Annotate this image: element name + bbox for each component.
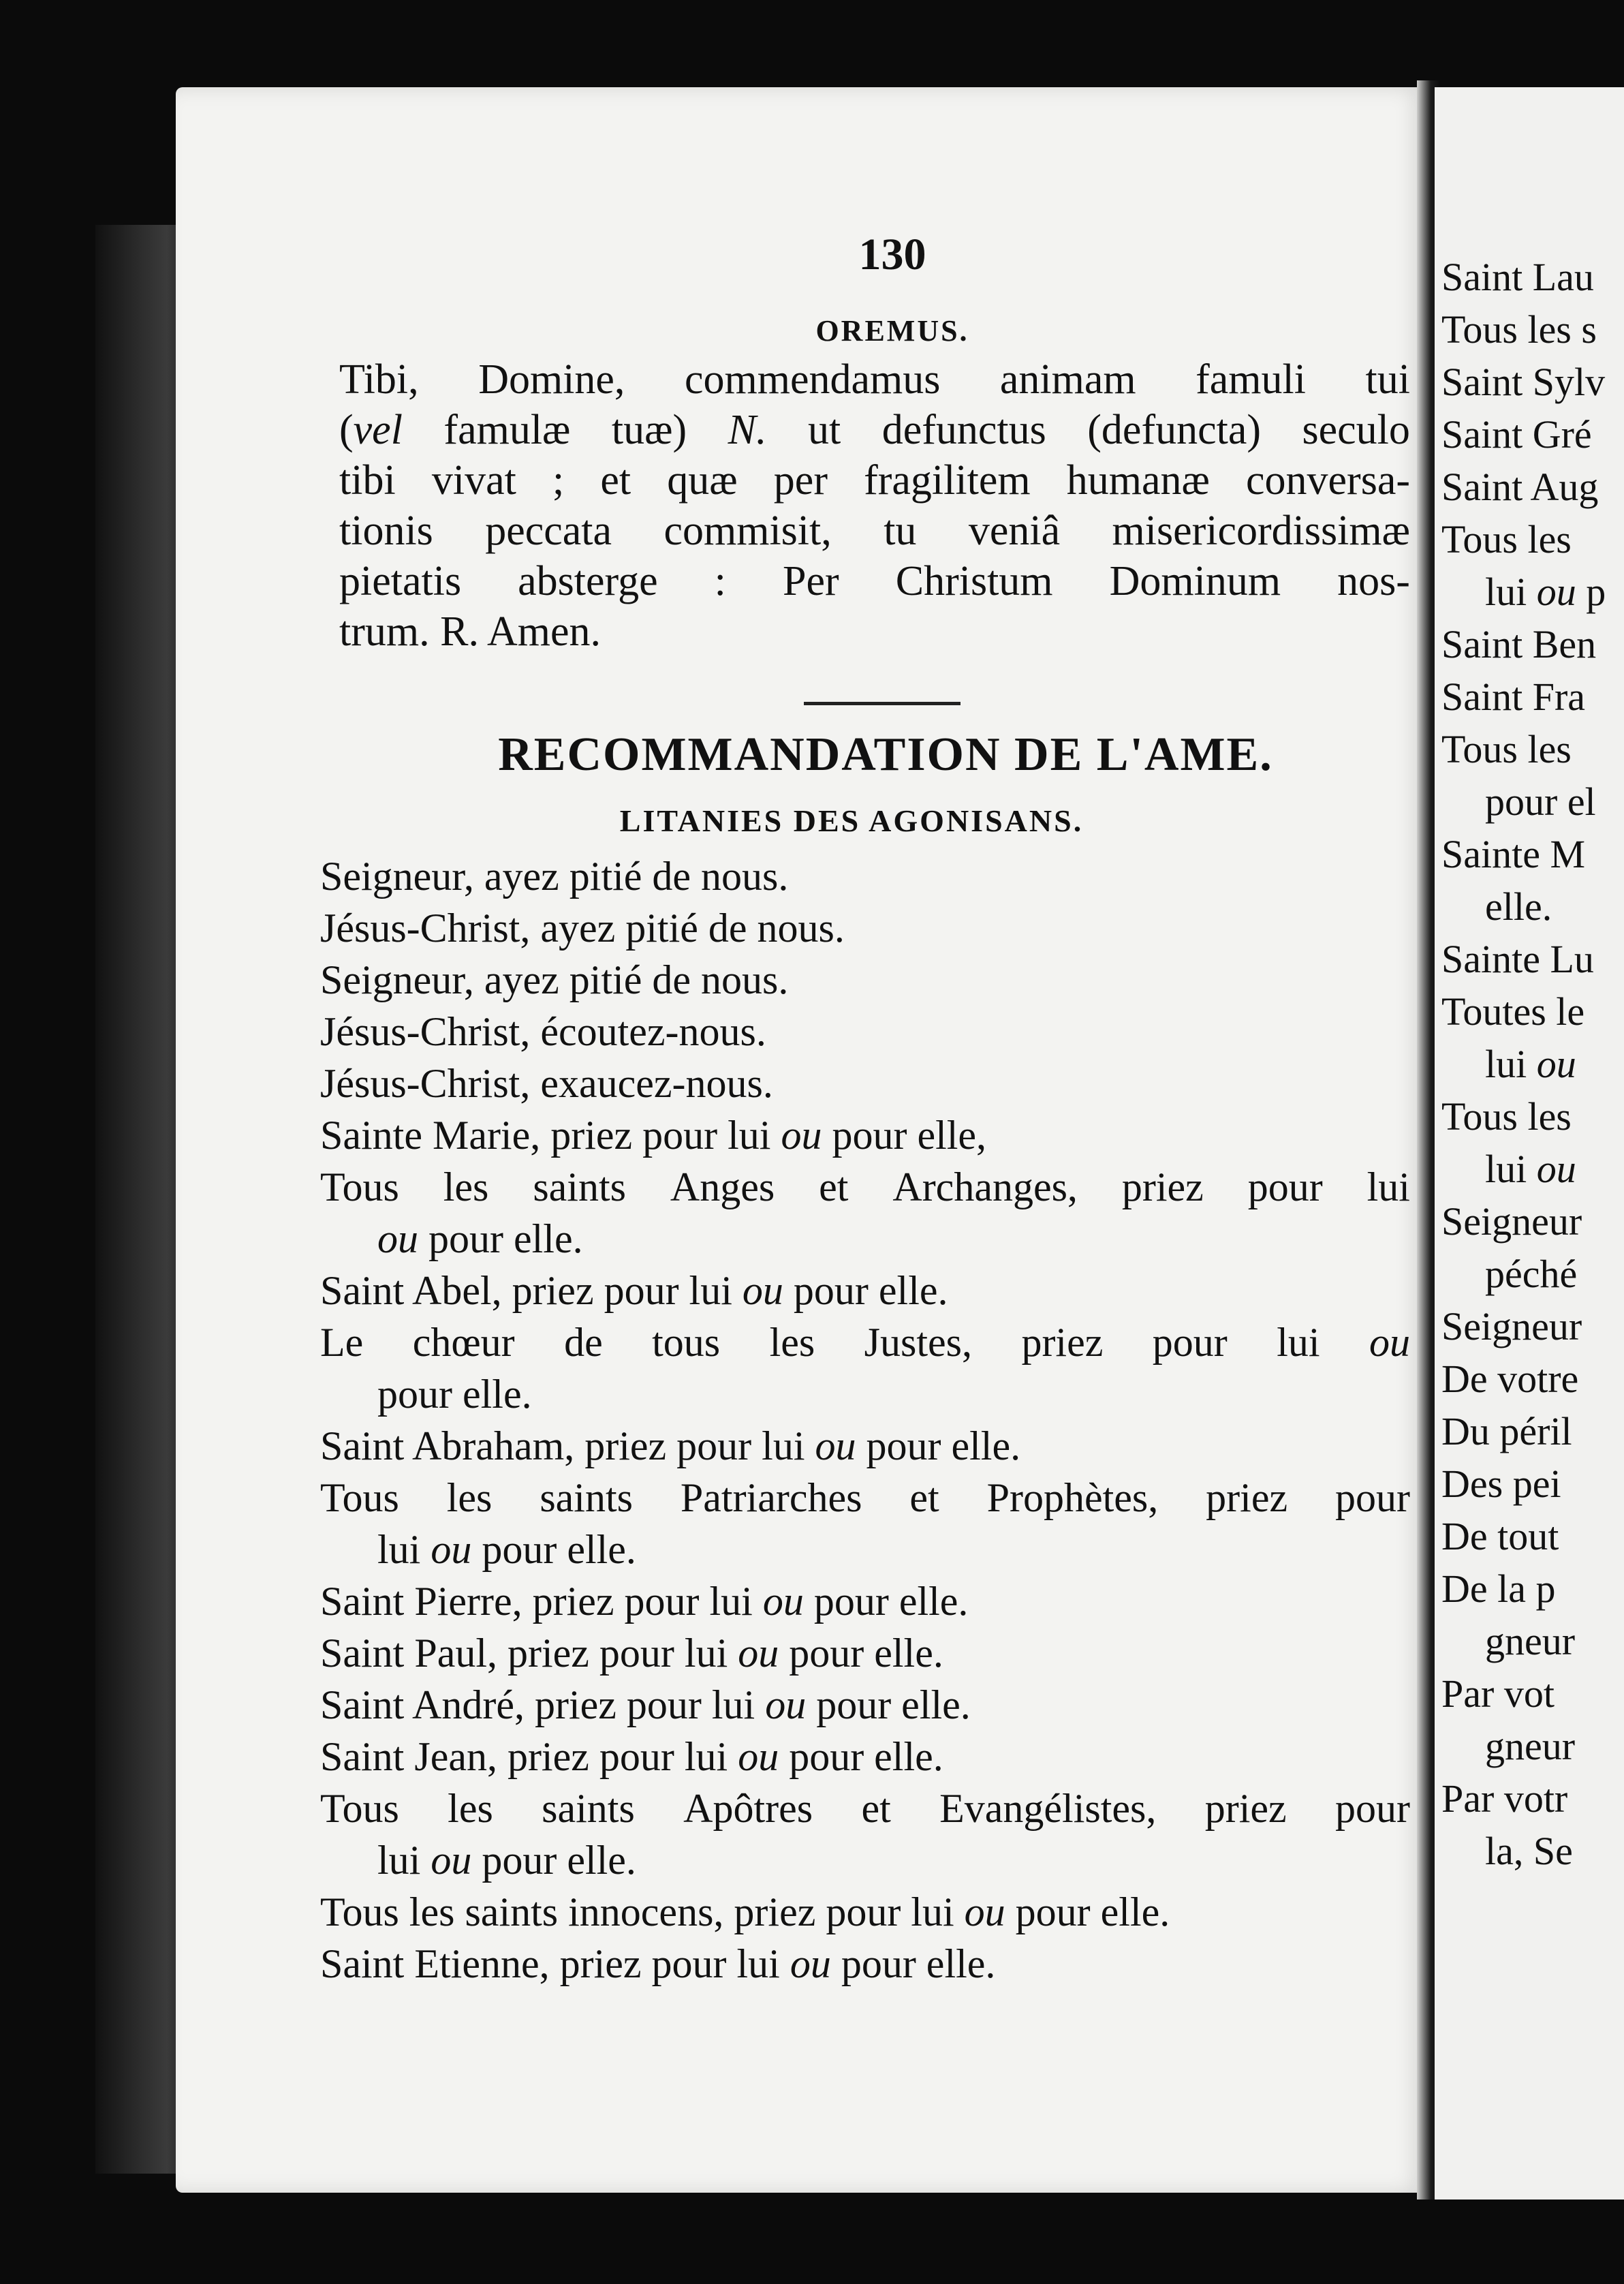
litany-word: priez	[1204, 1786, 1287, 1831]
litany-entry	[320, 1006, 1410, 1058]
right-page-line: gneur	[1485, 1619, 1576, 1663]
right-page-line: Du péril	[1441, 1409, 1572, 1453]
litany-word: Justes,	[864, 1320, 973, 1365]
litany-line: Tous les saints innocens, priez pour lui ou pour elle.	[320, 1889, 1170, 1934]
prayer-word: conversa-	[1246, 457, 1410, 504]
prayer-word: peccata	[485, 508, 612, 554]
right-page-line: De tout	[1441, 1514, 1559, 1558]
latin-prayer	[339, 354, 1410, 657]
right-page-line: Saint Gré	[1441, 412, 1592, 457]
litany-word: priez	[1021, 1320, 1104, 1365]
litany-line	[320, 1316, 1410, 1368]
section-title: RECOMMANDATION DE L'AME.	[498, 728, 1273, 781]
right-page-line: De votre	[1441, 1357, 1579, 1401]
litany-line	[320, 1783, 1410, 1834]
prayer-word: Dominum	[1109, 558, 1281, 604]
litany-line: Saint Jean, priez pour lui ou pour elle.	[320, 1734, 943, 1779]
prayer-word: veniâ	[968, 508, 1061, 554]
right-page-line: lui ou	[1485, 1042, 1576, 1086]
prayer-word: (vel	[339, 407, 403, 453]
prayer-word: defunctus	[881, 407, 1046, 453]
prayer-word: ut	[808, 407, 841, 453]
litany-entry	[320, 1575, 1410, 1627]
litany-word: Patriarches	[680, 1475, 862, 1520]
litany-entry	[320, 850, 1410, 902]
right-page-line: elle.	[1485, 884, 1552, 929]
litany-continuation: lui ou pour elle.	[377, 1527, 636, 1572]
right-page	[1435, 87, 1624, 2200]
litany-line: Jésus-Christ, écoutez-nous.	[320, 1009, 766, 1054]
prayer-line	[339, 405, 1410, 455]
right-page-text	[1441, 251, 1624, 1877]
litany-entry	[320, 1472, 1410, 1575]
litany-line: Saint Etienne, priez pour lui ou pour elle.	[320, 1941, 996, 1986]
litany-entry	[320, 1731, 1410, 1783]
prayer-word: trum. R. Amen.	[339, 608, 602, 655]
right-page-line: Des pei	[1441, 1462, 1561, 1506]
prayer-word: animam	[999, 356, 1136, 403]
litany-word: saints	[540, 1475, 633, 1520]
litany-line: Saint Pierre, priez pour lui ou pour elle.	[320, 1579, 969, 1624]
prayer-word: vivat	[431, 457, 516, 504]
litany-word: lui	[1277, 1320, 1320, 1365]
litany-word: Anges	[670, 1164, 775, 1209]
prayer-word: tibi	[339, 457, 396, 504]
litany-word: Tous	[320, 1475, 399, 1520]
prayer-word: pietatis	[339, 558, 462, 604]
litany-entry	[320, 1783, 1410, 1886]
litany-subtitle: LITANIES DES AGONISANS.	[619, 803, 1084, 838]
litany-entry	[320, 1420, 1410, 1472]
right-page-line: Tous les s	[1441, 307, 1597, 352]
right-page-line: lui ou	[1485, 1147, 1576, 1191]
prayer-word: misericordissimæ	[1112, 508, 1410, 554]
prayer-line	[339, 556, 1410, 606]
litany-line: Saint Paul, priez pour lui ou pour elle.	[320, 1631, 943, 1676]
right-page-line: péché	[1485, 1252, 1578, 1296]
litany-continuation: pour elle.	[377, 1372, 532, 1417]
litany-entry	[320, 1627, 1410, 1679]
prayer-word: Christum	[895, 558, 1053, 604]
prayer-line	[339, 606, 1410, 657]
litany-line	[320, 1472, 1410, 1524]
litany-word: Tous	[320, 1164, 399, 1209]
prayer-line	[339, 455, 1410, 506]
prayer-word: famuli	[1196, 356, 1306, 403]
prayer-word: Domine,	[478, 356, 625, 403]
litany-word: et	[861, 1786, 891, 1831]
prayer-word: N.	[728, 407, 767, 453]
litany-entry	[320, 954, 1410, 1006]
right-page-line: Par vot	[1441, 1671, 1555, 1716]
litany-word: pour	[1335, 1786, 1410, 1831]
prayer-word: :	[714, 558, 726, 604]
litany-word: pour	[1247, 1164, 1323, 1209]
litany-word: Evangélistes,	[939, 1786, 1157, 1831]
litany-word: Le	[320, 1320, 364, 1365]
right-page-line: Saint Lau	[1441, 255, 1594, 299]
litany-word: Prophètes,	[986, 1475, 1159, 1520]
litany-line	[320, 1161, 1410, 1213]
prayer-word: humanæ	[1066, 457, 1210, 504]
prayer-line	[339, 506, 1410, 556]
page-number: 130	[858, 230, 926, 279]
litany-word: les	[443, 1164, 489, 1209]
right-page-line: De la p	[1441, 1567, 1556, 1611]
prayer-word: Per	[782, 558, 839, 604]
litany-word: chœur	[412, 1320, 515, 1365]
litany-word: les	[448, 1786, 493, 1831]
prayer-word: per	[773, 457, 828, 504]
litany-word: Tous	[320, 1786, 399, 1831]
right-page-line: Sainte M	[1441, 832, 1586, 876]
prayer-word: Tibi,	[339, 356, 419, 403]
prayer-word: quæ	[667, 457, 738, 504]
litany-line: Saint André, priez pour lui ou pour elle.	[320, 1682, 971, 1727]
right-page-line: gneur	[1485, 1724, 1576, 1768]
litany-continuation: ou pour elle.	[377, 1216, 583, 1261]
litany-line: Seigneur, ayez pitié de nous.	[320, 854, 789, 899]
right-page-line: Par votr	[1441, 1776, 1568, 1821]
prayer-word: (defuncta)	[1087, 407, 1262, 453]
right-page-line: Tous les	[1441, 517, 1572, 561]
right-page-line: Toutes le	[1441, 989, 1585, 1034]
right-page-line: Saint Sylv	[1441, 360, 1606, 404]
litany-word: priez	[1206, 1475, 1288, 1520]
litany-entry	[320, 1316, 1410, 1420]
section-divider	[804, 702, 961, 705]
litany-word: et	[819, 1164, 849, 1209]
right-page-line: Tous les	[1441, 727, 1572, 771]
prayer-word: ;	[552, 457, 565, 504]
litany-word: les	[769, 1320, 815, 1365]
litany-word: priez	[1121, 1164, 1204, 1209]
litany-line: Saint Abel, priez pour lui ou pour elle.	[320, 1268, 948, 1313]
right-page-line: Seigneur	[1441, 1199, 1582, 1244]
litany-entry	[320, 1938, 1410, 1990]
litany-entry	[320, 1161, 1410, 1265]
prayer-line	[339, 354, 1410, 405]
prayer-word: famulæ	[443, 407, 571, 453]
right-page-line: Saint Aug	[1441, 465, 1599, 509]
prayer-word: et	[600, 457, 631, 504]
litany-line: Seigneur, ayez pitié de nous.	[320, 957, 789, 1002]
right-page-line: Saint Fra	[1441, 675, 1586, 719]
litany-word: pour	[1152, 1320, 1228, 1365]
prayer-word: absterge	[518, 558, 658, 604]
litany-line: Sainte Marie, priez pour lui ou pour elle,	[320, 1113, 987, 1158]
litany-word: de	[564, 1320, 603, 1365]
litany-entry	[320, 1109, 1410, 1161]
litany-entry	[320, 1679, 1410, 1731]
prayer-word: commendamus	[684, 356, 941, 403]
litany-list	[320, 850, 1410, 1990]
litany-line: Jésus-Christ, ayez pitié de nous.	[320, 906, 845, 951]
prayer-word: nos-	[1337, 558, 1410, 604]
litany-word: saints	[542, 1786, 635, 1831]
litany-word: ou	[1369, 1320, 1410, 1365]
prayer-word: fragilitem	[864, 457, 1031, 504]
litany-word: tous	[652, 1320, 721, 1365]
litany-word: les	[446, 1475, 493, 1520]
prayer-word: seculo	[1302, 407, 1410, 453]
prayer-word: tionis	[339, 508, 433, 554]
right-page-line: Sainte Lu	[1441, 937, 1594, 981]
right-page-line: Saint Ben	[1441, 622, 1597, 666]
prayer-word: commisit,	[663, 508, 832, 554]
litany-entry	[320, 902, 1410, 954]
right-page-line: Tous les	[1441, 1094, 1572, 1139]
litany-entry	[320, 1886, 1410, 1938]
litany-word: Apôtres	[683, 1786, 813, 1831]
litany-word: lui	[1367, 1164, 1410, 1209]
right-page-line: lui ou p	[1485, 570, 1606, 614]
right-page-line: Seigneur	[1441, 1304, 1582, 1348]
right-page-line: la, Se	[1485, 1829, 1573, 1873]
litany-continuation: lui ou pour elle.	[377, 1838, 636, 1883]
litany-entry	[320, 1058, 1410, 1109]
prayer-word: tuæ)	[611, 407, 687, 453]
litany-line: Jésus-Christ, exaucez-nous.	[320, 1061, 773, 1106]
litany-word: Archanges,	[892, 1164, 1078, 1209]
litany-word: saints	[533, 1164, 626, 1209]
prayer-word: tui	[1365, 356, 1410, 403]
litany-line: Saint Abraham, priez pour lui ou pour elle.	[320, 1423, 1021, 1468]
litany-entry	[320, 1265, 1410, 1316]
oremus-heading: OREMUS.	[815, 314, 969, 348]
litany-word: pour	[1335, 1475, 1410, 1520]
prayer-word: tu	[884, 508, 917, 554]
right-page-line: pour el	[1485, 780, 1596, 824]
litany-word: et	[909, 1475, 939, 1520]
